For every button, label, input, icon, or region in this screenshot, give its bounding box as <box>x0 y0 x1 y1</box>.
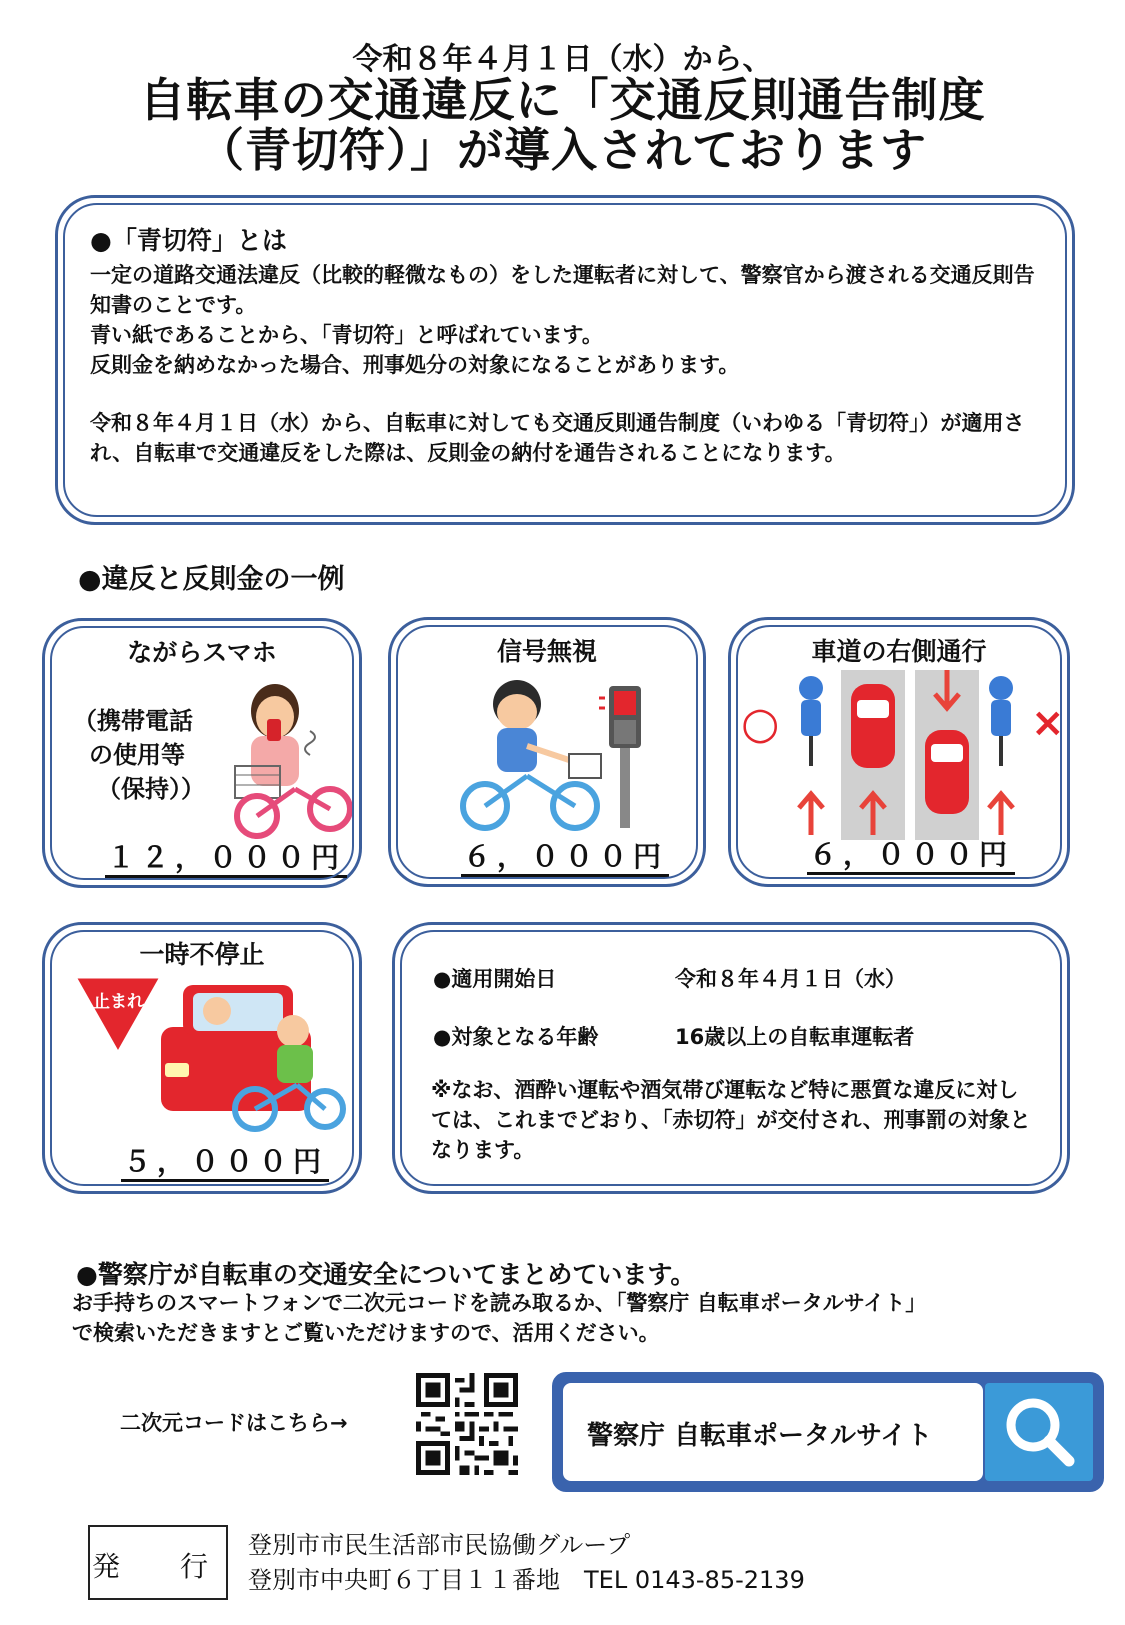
intro-paragraph-1: 一定の道路交通法違反（比較的軽微なもの）をした運転者に対して、警察官から渡される交通反則告知書のことです。 <box>90 263 1035 317</box>
signal-cyclist-illustration <box>457 676 657 836</box>
portal-heading: ●警察庁が自転車の交通安全についてまとめています。 <box>76 1260 696 1289</box>
card-phone-note-2: の使用等 <box>89 741 185 769</box>
card-phone-note-1: （携帯電話 <box>73 707 193 735</box>
target-age-label: ●対象となる年齢 <box>433 1025 599 1049</box>
portal-search-text: 警察庁 自転車ポータルサイト <box>587 1421 933 1451</box>
portal-line-2: で検索いただきますとご覧いただけますので、活用ください。 <box>72 1321 660 1345</box>
card-rightside-title: 車道の右側通行 <box>811 637 987 666</box>
intro-text <box>90 226 1050 468</box>
violations-heading: ●違反と反則金の一例 <box>78 564 345 595</box>
card-phone-price: １２，０００円 <box>105 841 347 878</box>
issuer-label: 発 行 <box>91 1550 224 1583</box>
intro-paragraph-4: 令和８年４月１日（水）から、自転車に対しても交通反則通告制度（いわゆる「青切符」）が適用され、自転車で交通違反をした際は、反則金の納付を通告されることになります。 <box>90 411 1025 465</box>
issuer-department: 登別市市民生活部市民協働グループ <box>248 1531 631 1559</box>
stop-sign-text: 止まれ <box>93 992 144 1012</box>
title-line-3: （青切符）」が導入されております <box>198 123 927 177</box>
red-ticket-note: ※なお、酒酔い運転や酒気帯び運転など特に悪質な違反に対しては、これまでどおり、「赤切符」が交付され、刑事罰の対象となります。 <box>431 1078 1031 1162</box>
title-line-1: 令和８年４月１日（水）から、 <box>352 42 773 77</box>
portal-line-1: お手持ちのスマートフォンで二次元コードを読み取るか、「警察庁 自転車ポータルサイト」 <box>72 1291 927 1315</box>
intro-paragraph-2: 青い紙であることから、「青切符」と呼ばれています。 <box>90 323 603 347</box>
portal-search-box[interactable] <box>552 1372 1104 1492</box>
card-rightside <box>728 617 1070 887</box>
road-illustration <box>791 670 1031 840</box>
phone-cyclist-illustration <box>215 671 355 841</box>
card-signal-title: 信号無視 <box>496 637 597 666</box>
card-stop-title: 一時不停止 <box>139 940 265 969</box>
qr-code[interactable] <box>416 1373 518 1475</box>
card-stop-price: ５，０００円 <box>121 1145 329 1182</box>
portal-search-field[interactable] <box>563 1383 983 1481</box>
card-phone-note-3: （保持）） <box>97 775 205 803</box>
issuer-address: 登別市中央町６丁目１１番地 TEL 0143-85-2139 <box>248 1566 805 1594</box>
portal-search-button[interactable] <box>985 1383 1093 1481</box>
card-stop <box>42 922 362 1194</box>
title-line-2: 自転車の交通違反に「交通反則通告制度 <box>139 73 986 127</box>
portal-text <box>72 1288 1112 1348</box>
ok-mark: ○ <box>741 698 780 749</box>
card-signal-price: ６，０００円 <box>461 840 669 877</box>
target-age-value: 16歳以上の自転車運転者 <box>675 1025 915 1049</box>
stop-car-illustration <box>157 973 347 1143</box>
start-date-label: ●適用開始日 <box>433 967 557 991</box>
qr-label: 二次元コードはこちら→ <box>120 1411 348 1435</box>
start-date-value: 令和８年４月１日（水） <box>675 967 906 991</box>
intro-paragraph-3: 反則金を納めなかった場合、刑事処分の対象になることがあります。 <box>90 353 740 377</box>
card-rightside-price: ６，０００円 <box>807 838 1015 875</box>
ng-mark: × <box>1031 700 1065 746</box>
card-phone <box>42 618 362 888</box>
card-signal <box>388 617 706 887</box>
intro-heading: ●「青切符」とは <box>90 226 287 255</box>
card-phone-title: ながらスマホ <box>127 638 277 667</box>
issuer-label-box <box>88 1525 228 1600</box>
info-box <box>392 922 1070 1194</box>
search-icon <box>985 1383 1093 1481</box>
